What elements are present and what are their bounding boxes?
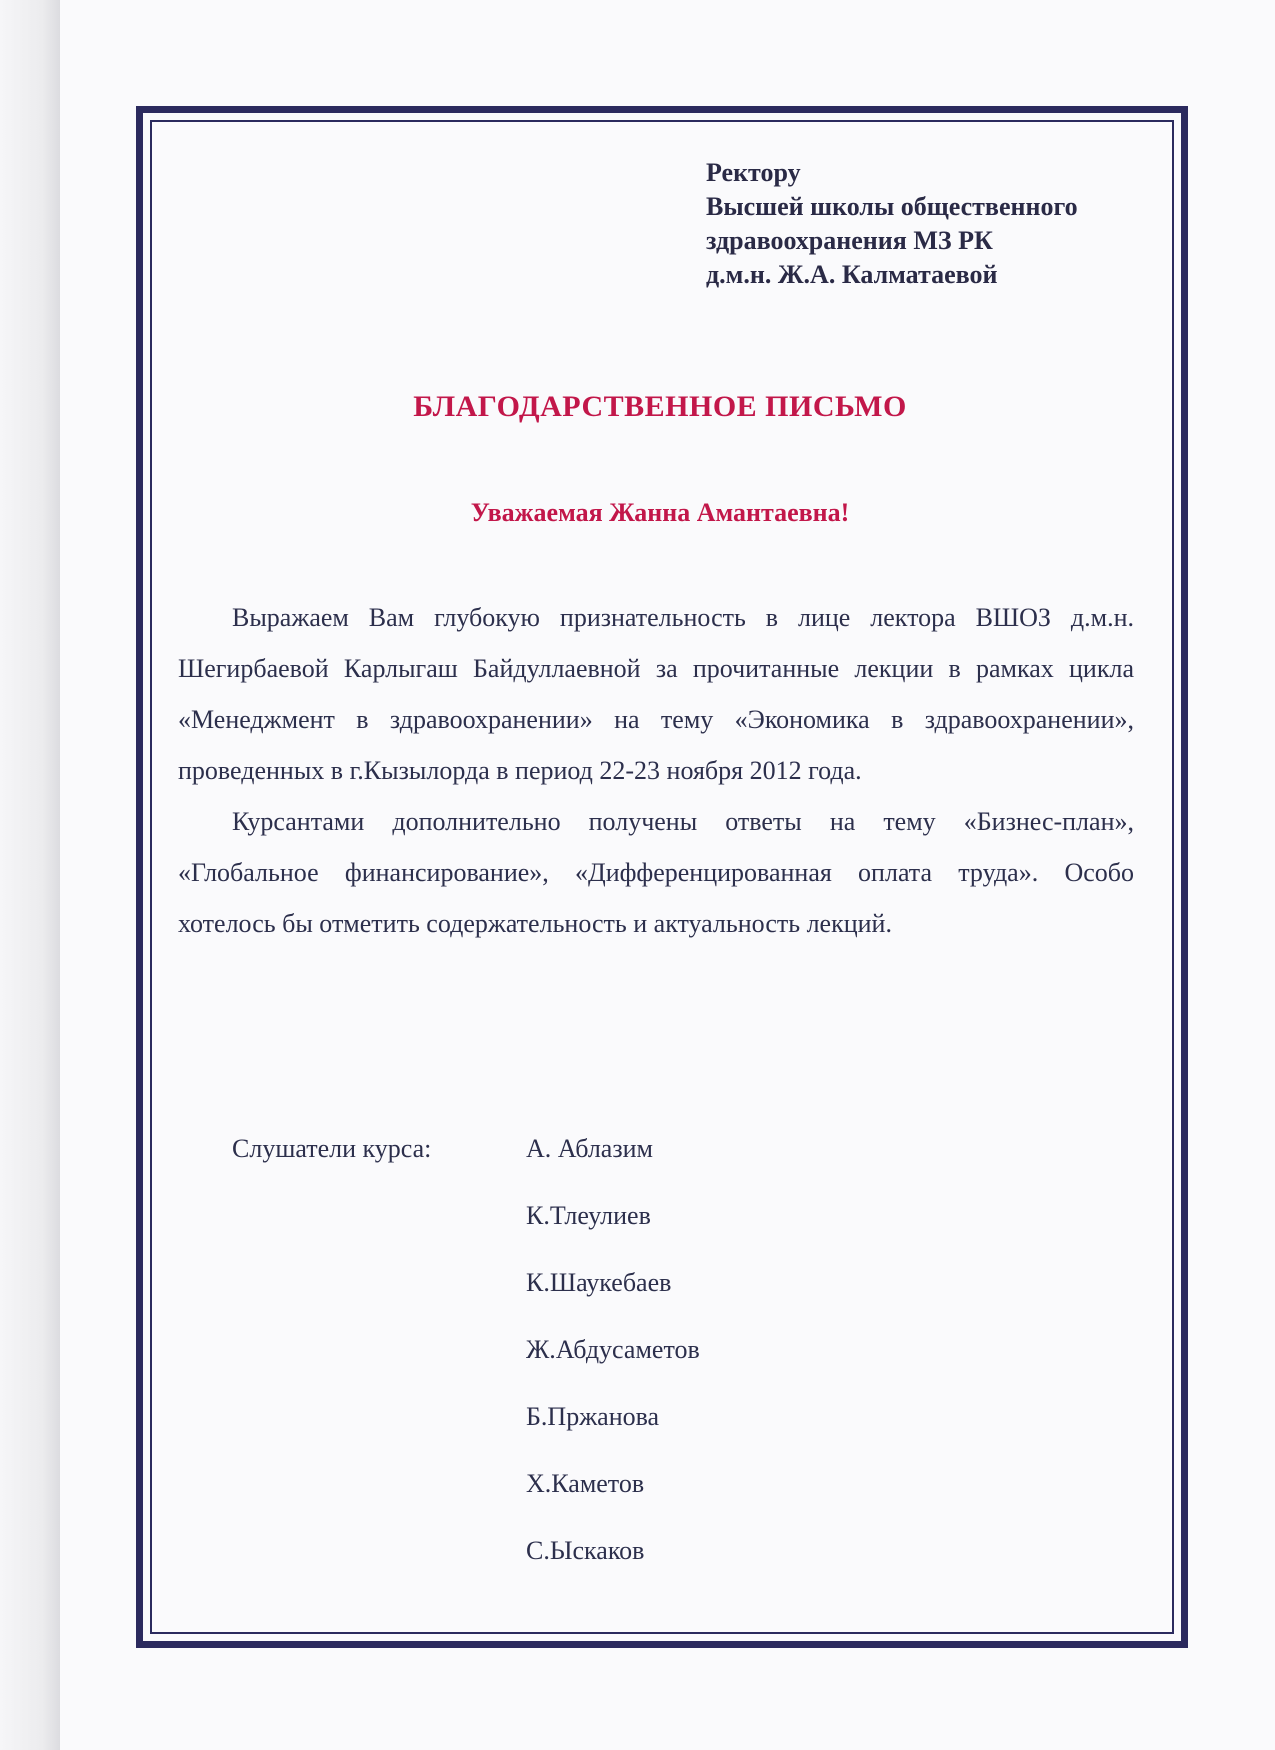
addressee-line: Ректору [706, 158, 801, 187]
listener-name: Х.Каметов [526, 1469, 645, 1498]
page-edge-strip [0, 0, 60, 1750]
letter-title: БЛАГОДАРСТВЕННОЕ ПИСЬМО [413, 390, 907, 423]
listener-name: Ж.Абдусаметов [526, 1335, 700, 1364]
listener-name: А. Аблазим [526, 1134, 653, 1163]
addressee-block [706, 156, 1078, 292]
letter-body [178, 592, 1134, 949]
listener-name: К.Тлеулиев [526, 1201, 651, 1230]
letter-greeting: Уважаемая Жанна Амантаевна! [470, 498, 850, 527]
addressee-line: здравоохранения МЗ РК [706, 226, 993, 255]
addressee-line: д.м.н. Ж.А. Калматаевой [706, 260, 998, 289]
body-paragraph: Выражаем Вам глубокую признательность в лице лектора ВШОЗ д.м.н. Шегирбаевой Карлыгаш Байдуллаевной за прочитанные лекции в рамках цикла «Менеджмент в здравоохранении» на тему «Экономика в здравоохранении», проведенных в г.Кызылорда в период 22-23 ноября 2012 года. [178, 603, 1134, 785]
body-paragraph: Курсантами дополнительно получены ответы на тему «Бизнес-план», «Глобальное финансирование», «Дифференцированная оплата труда». Особо хотелось бы отметить содержательность и актуальность лекций. [178, 807, 1134, 938]
listeners-list [526, 1134, 700, 1603]
listener-name: К.Шаукебаев [526, 1268, 672, 1297]
listeners-label: Слушатели курса: [232, 1134, 432, 1163]
listener-name: Б.Пржанова [526, 1402, 660, 1431]
addressee-line: Высшей школы общественного [706, 192, 1078, 221]
listener-name: С.Ыскаков [526, 1536, 645, 1565]
